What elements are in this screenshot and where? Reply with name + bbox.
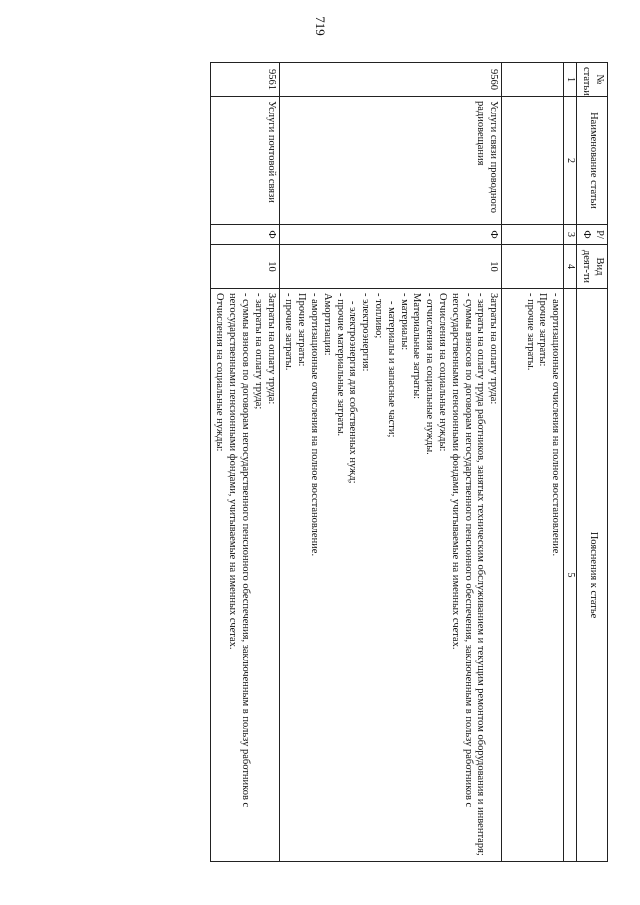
explanation-line: - прочие материальные затраты. — [334, 293, 346, 437]
column-number: 1 — [564, 63, 577, 97]
header-rf: Р/ Ф — [577, 225, 608, 245]
explanation-line: Прочие затраты: — [296, 293, 308, 367]
explanation-cell — [502, 289, 564, 862]
explanation-line: Материальные затраты: — [411, 293, 423, 400]
explanation-line: Отчисления на социальные нужды: — [437, 293, 449, 452]
table-row — [279, 63, 502, 862]
header-article-name: Наименование статьи — [577, 97, 608, 225]
header-explanations: Пояснения к статье — [577, 289, 608, 862]
article-code: 9560 — [279, 63, 502, 97]
explanation-line: Затраты на оплату труда: — [265, 293, 277, 405]
article-name: Услуги связи проводного радиовещания — [279, 97, 502, 225]
explanation-line: - отчисления на социальные нужды. — [424, 293, 436, 455]
header-activity: Вид деят-ти — [577, 245, 608, 289]
header-article-number: № статьи — [577, 63, 608, 97]
explanation-line: - электроэнергия: — [360, 293, 372, 372]
explanation-line: - материалы и запасные части; — [385, 301, 397, 438]
explanation-cell — [279, 289, 502, 862]
column-number: 2 — [564, 97, 577, 225]
explanation-line: Отчисления на социальные нужды: — [214, 293, 226, 452]
explanation-line: Затраты на оплату труда: — [488, 293, 500, 405]
article-rf: Ф — [279, 225, 502, 245]
explanation-line: - электроэнергия для собственных нужд; — [347, 301, 359, 484]
column-number-row — [564, 63, 577, 862]
explanation-line: Прочие затраты: — [537, 293, 549, 367]
column-number: 5 — [564, 289, 577, 862]
table-row — [502, 63, 564, 862]
page-number: 719 — [313, 16, 328, 36]
explanation-line: - материалы: — [398, 293, 410, 351]
articles-table — [210, 62, 608, 862]
article-activity: 10 — [210, 245, 279, 289]
table-row — [210, 63, 279, 862]
explanation-line: Амортизация: — [321, 293, 333, 356]
explanation-line: - суммы взносов по договорам негосударственного пенсионного обеспечения, заключенным в пользу работников с негосударственными пенсионными фондами, учитываемые на именных счетах. — [227, 293, 252, 808]
explanation-line: - прочие затраты. — [283, 293, 295, 371]
article-name: Услуги почтовой связи — [210, 97, 279, 225]
article-rf: Ф — [210, 225, 279, 245]
explanation-line: - затраты на оплату труда работников, занятых техническим обслуживанием и текущим ремонтом оборудования и инвентаря; — [475, 293, 487, 856]
article-code: 9561 — [210, 63, 279, 97]
explanation-line: - амортизационные отчисления на полное восстановление. — [309, 293, 321, 557]
column-number: 4 — [564, 245, 577, 289]
rotated-table-container — [88, 62, 608, 862]
explanation-cell — [210, 289, 279, 862]
article-activity: 10 — [279, 245, 502, 289]
explanation-line: - амортизационные отчисления на полное восстановление. — [550, 293, 562, 557]
column-number: 3 — [564, 225, 577, 245]
explanation-line: - прочие затраты. — [524, 293, 536, 371]
explanation-line: - суммы взносов по договорам негосударственного пенсионного обеспечения, заключенным в пользу работников с негосударственными пенсионными фондами, учитываемые на именных счетах. — [449, 293, 474, 808]
header-row — [577, 63, 608, 862]
explanation-line: - затраты на оплату труда; — [252, 293, 264, 410]
explanation-line: - топливо; — [373, 293, 385, 339]
